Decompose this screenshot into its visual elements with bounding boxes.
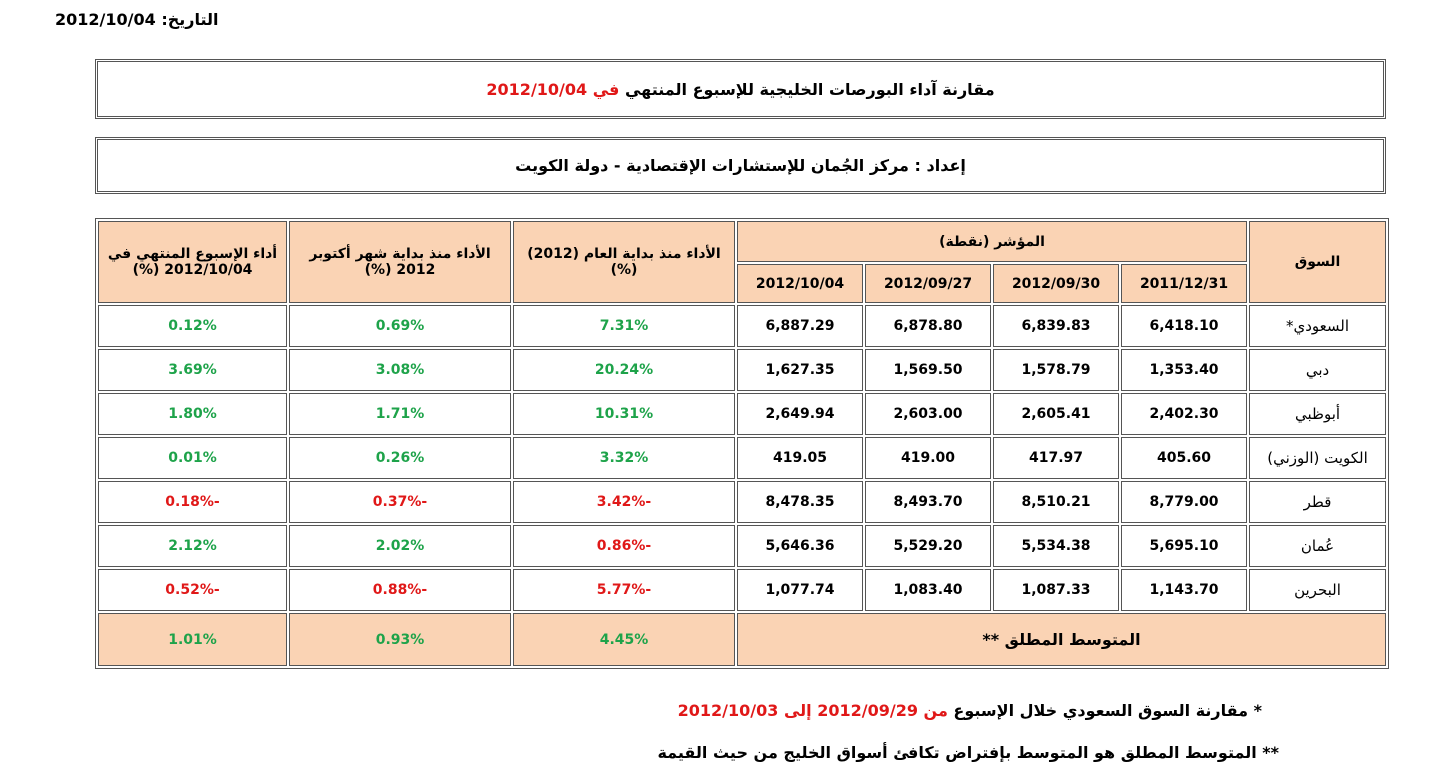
ytd-change: 20.24%: [513, 349, 735, 391]
index-2012-10-04: 6,887.29: [737, 305, 863, 347]
index-2012-09-30: 5,534.38: [993, 525, 1119, 567]
average-row: [98, 613, 1386, 666]
footnote-average: ** المتوسط المطلق هو المتوسط بإفتراض تكافئ أسواق الخليج من حيث القيمة: [657, 743, 1279, 762]
week-change: 0.12%: [98, 305, 287, 347]
header-date-2: 2012/09/30: [993, 264, 1119, 303]
index-2012-10-04: 1,627.35: [737, 349, 863, 391]
index-2012-09-27: 8,493.70: [865, 481, 991, 523]
report-title-box: [95, 59, 1386, 119]
index-2012-09-30: 6,839.83: [993, 305, 1119, 347]
table-row: [98, 481, 1386, 523]
mtd-change: 3.08%: [289, 349, 511, 391]
table-row: [98, 349, 1386, 391]
ytd-change: -0.86%: [513, 525, 735, 567]
mtd-change: -0.37%: [289, 481, 511, 523]
ytd-change: 10.31%: [513, 393, 735, 435]
week-change: 0.01%: [98, 437, 287, 479]
table-row: [98, 525, 1386, 567]
header-market: السوق: [1249, 221, 1386, 303]
index-2012-09-30: 2,605.41: [993, 393, 1119, 435]
table-body: [98, 305, 1386, 611]
average-ytd: 4.45%: [513, 613, 735, 666]
market-name: عُمان: [1249, 525, 1386, 567]
table-row: [98, 305, 1386, 347]
market-name: الكويت (الوزني): [1249, 437, 1386, 479]
market-name: البحرين: [1249, 569, 1386, 611]
index-2012-09-27: 6,878.80: [865, 305, 991, 347]
average-label: المتوسط المطلق **: [737, 613, 1386, 666]
date-label: التاريخ:: [161, 10, 219, 29]
ytd-change: -5.77%: [513, 569, 735, 611]
index-2012-09-27: 1,083.40: [865, 569, 991, 611]
index-2012-09-27: 5,529.20: [865, 525, 991, 567]
index-2012-09-27: 2,603.00: [865, 393, 991, 435]
week-change: -0.18%: [98, 481, 287, 523]
mtd-change: 0.69%: [289, 305, 511, 347]
header-ytd: الأداء منذ بداية العام (2012) (%): [513, 221, 735, 303]
market-name: دبي: [1249, 349, 1386, 391]
mtd-change: -0.88%: [289, 569, 511, 611]
index-2012-09-30: 417.97: [993, 437, 1119, 479]
gulf-markets-table: [95, 218, 1389, 669]
index-2012-10-04: 1,077.74: [737, 569, 863, 611]
index-2011-12-31: 6,418.10: [1121, 305, 1247, 347]
index-2011-12-31: 8,779.00: [1121, 481, 1247, 523]
mtd-change: 0.26%: [289, 437, 511, 479]
index-2012-09-30: 1,578.79: [993, 349, 1119, 391]
ytd-change: -3.42%: [513, 481, 735, 523]
mtd-change: 2.02%: [289, 525, 511, 567]
header-index-group: المؤشر (نقطة): [737, 221, 1247, 262]
week-change: 3.69%: [98, 349, 287, 391]
average-mtd: 0.93%: [289, 613, 511, 666]
index-2012-10-04: 8,478.35: [737, 481, 863, 523]
market-name: قطر: [1249, 481, 1386, 523]
table-row: [98, 569, 1386, 611]
report-title-date: في 2012/10/04: [486, 79, 620, 99]
index-2011-12-31: 5,695.10: [1121, 525, 1247, 567]
market-name: أبوظبي: [1249, 393, 1386, 435]
header-mtd: الأداء منذ بداية شهر أكتوبر 2012 (%): [289, 221, 511, 303]
ytd-change: 3.32%: [513, 437, 735, 479]
report-author-box: [95, 137, 1386, 194]
week-change: 2.12%: [98, 525, 287, 567]
week-change: -0.52%: [98, 569, 287, 611]
average-week: 1.01%: [98, 613, 287, 666]
mtd-change: 1.71%: [289, 393, 511, 435]
header-week: أداء الإسبوع المنتهي في 2012/10/04 (%): [98, 221, 287, 303]
report-title: مقارنة آداء البورصات الخليجية للإسبوع المنتهي في 2012/10/04: [486, 79, 995, 99]
index-2012-09-30: 1,087.33: [993, 569, 1119, 611]
footnote-saudi-dates: من 2012/09/29 إلى 2012/10/03: [677, 701, 948, 720]
index-2011-12-31: 2,402.30: [1121, 393, 1247, 435]
market-name: السعودي*: [1249, 305, 1386, 347]
header-date-3: 2012/09/27: [865, 264, 991, 303]
footnote-saudi: * مقارنة السوق السعودي خلال الإسبوع من 2012/09/29 إلى 2012/10/03: [677, 701, 1262, 720]
report-date: [55, 10, 219, 29]
index-2012-10-04: 2,649.94: [737, 393, 863, 435]
index-2012-09-27: 419.00: [865, 437, 991, 479]
index-2012-09-30: 8,510.21: [993, 481, 1119, 523]
header-date-4: 2012/10/04: [737, 264, 863, 303]
index-2012-09-27: 1,569.50: [865, 349, 991, 391]
date-value: 2012/10/04: [55, 10, 156, 29]
table-row: [98, 437, 1386, 479]
table-row: [98, 393, 1386, 435]
index-2011-12-31: 405.60: [1121, 437, 1247, 479]
index-2011-12-31: 1,143.70: [1121, 569, 1247, 611]
index-2011-12-31: 1,353.40: [1121, 349, 1247, 391]
index-2012-10-04: 5,646.36: [737, 525, 863, 567]
week-change: 1.80%: [98, 393, 287, 435]
header-date-1: 2011/12/31: [1121, 264, 1247, 303]
ytd-change: 7.31%: [513, 305, 735, 347]
report-author: إعداد : مركز الجُمان للإستشارات الإقتصادية - دولة الكويت: [515, 156, 966, 175]
index-2012-10-04: 419.05: [737, 437, 863, 479]
